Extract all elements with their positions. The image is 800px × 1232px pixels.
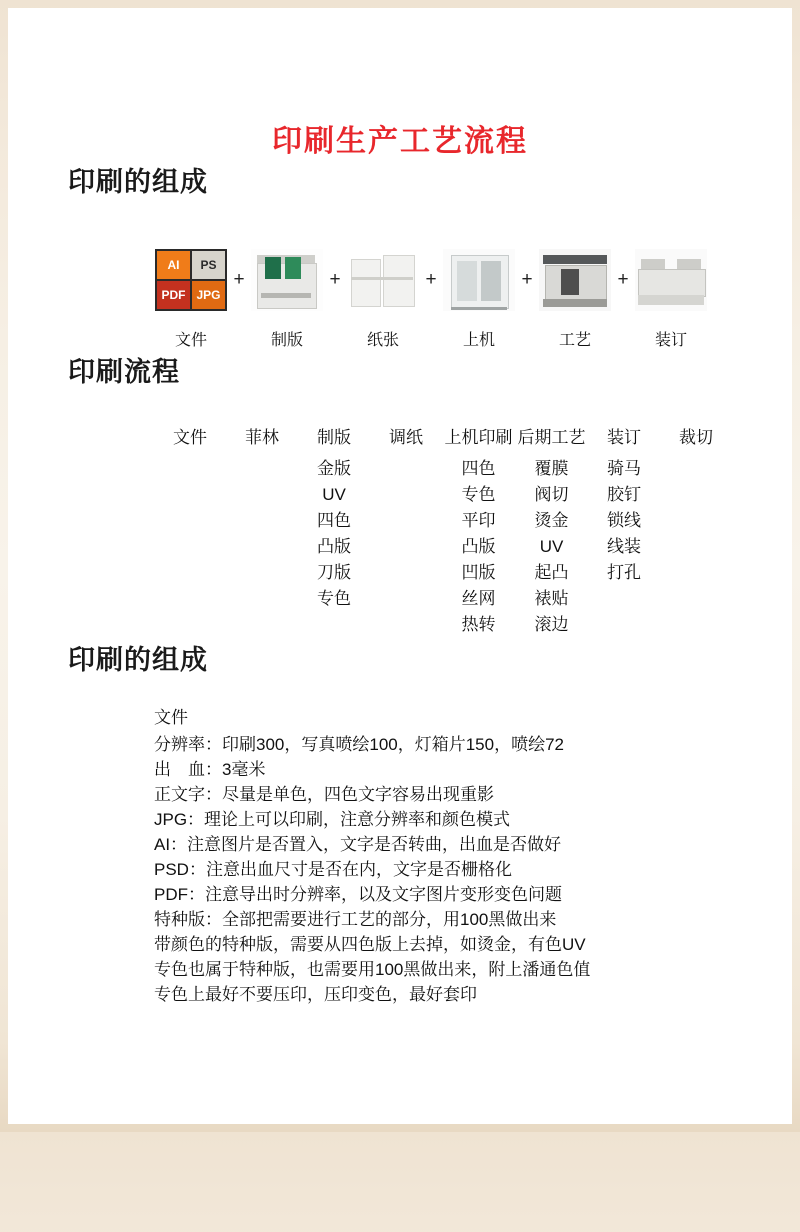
composition-item-process xyxy=(538,249,612,350)
flow-cell: 平印 xyxy=(461,511,496,530)
document-page xyxy=(8,8,792,1124)
plus-sign: + xyxy=(521,269,533,290)
flow-cell: 热转 xyxy=(461,615,496,634)
flow-cell: 线装 xyxy=(607,537,641,556)
flow-cell: UV xyxy=(322,485,346,504)
detail-line: PSD：注意出血尺寸是否在内，文字是否栅格化 xyxy=(154,860,512,879)
flow-cell: 打孔 xyxy=(607,563,641,582)
flow-cell: 丝网 xyxy=(461,589,496,608)
detail-line: JPG：理论上可以印刷，注意分辨率和颜色模式 xyxy=(154,810,511,829)
detail-line: 分辨率：印刷300，写真喷绘100，灯箱片150，喷绘72 xyxy=(154,735,564,754)
flow-cell: 刀版 xyxy=(317,563,351,582)
file-formats-icon xyxy=(155,249,227,311)
composition-label: 装订 xyxy=(654,332,687,349)
flow-column-film xyxy=(226,423,298,638)
composition-item-plate xyxy=(250,249,324,350)
flow-column-head: 制版 xyxy=(317,428,351,447)
composition-label: 纸张 xyxy=(366,332,399,349)
flow-table xyxy=(154,423,732,638)
tile-ps: PS xyxy=(192,251,225,279)
flow-column-cutting xyxy=(660,423,732,638)
flow-cell: 滚边 xyxy=(534,615,569,634)
flow-column-binding xyxy=(588,423,660,638)
paper-stack-icon xyxy=(347,249,419,311)
flow-column-head: 后期工艺 xyxy=(517,428,586,447)
flow-cell: 覆膜 xyxy=(534,459,569,478)
press-cabinet-icon xyxy=(443,249,515,311)
plus-sign: + xyxy=(329,269,341,290)
flow-cell: 胶钉 xyxy=(607,485,641,504)
binding-line-icon xyxy=(635,249,707,311)
flow-cell: 烫金 xyxy=(534,511,569,530)
composition-label: 工艺 xyxy=(558,332,591,349)
platemaking-machine-icon xyxy=(251,249,323,311)
section-title-detail: 印刷的组成 xyxy=(68,645,208,675)
composition-item-press xyxy=(442,249,516,350)
composition-label: 制版 xyxy=(270,332,303,349)
flow-cell: 专色 xyxy=(461,485,496,504)
flow-column-paper-adjust xyxy=(370,423,442,638)
flow-column-head: 上机印刷 xyxy=(444,428,513,447)
flow-cell: 锁线 xyxy=(607,511,641,530)
detail-line: AI：注意图片是否置入，文字是否转曲，出血是否做好 xyxy=(154,835,562,854)
flow-cell: 凸版 xyxy=(461,537,496,556)
flow-column-head: 文件 xyxy=(173,428,207,447)
detail-line: 特种版：全部把需要进行工艺的部分，用100黑做出来 xyxy=(154,910,557,929)
detail-line: 正文字：尽量是单色，四色文字容易出现重影 xyxy=(154,785,494,804)
section-title-composition: 印刷的组成 xyxy=(68,167,208,197)
flow-column-printing xyxy=(442,423,515,638)
detail-line: 出 血：3毫米 xyxy=(154,760,266,779)
flow-cell: UV xyxy=(539,537,564,556)
detail-block xyxy=(154,703,732,1007)
composition-item-file xyxy=(154,249,228,350)
composition-label: 文件 xyxy=(174,332,207,349)
plus-sign: + xyxy=(617,269,629,290)
detail-subtitle: 文件 xyxy=(154,708,188,727)
flow-cell: 专色 xyxy=(317,589,351,608)
detail-line: 专色上最好不要压印，压印变色，最好套印 xyxy=(154,985,477,1004)
tile-pdf: PDF xyxy=(157,281,190,309)
composition-row xyxy=(154,249,732,350)
flow-cell: 四色 xyxy=(461,459,496,478)
flow-cell: 起凸 xyxy=(534,563,569,582)
flow-column-head: 调纸 xyxy=(389,428,423,447)
flow-column-head: 裁切 xyxy=(679,428,713,447)
flow-cell: 金版 xyxy=(317,459,351,478)
flow-column-head: 菲林 xyxy=(245,428,279,447)
flow-cell: 凹版 xyxy=(461,563,496,582)
flow-cell: 凸版 xyxy=(317,537,351,556)
section-title-flow: 印刷流程 xyxy=(68,357,180,387)
flow-cell: 裱贴 xyxy=(534,589,569,608)
flow-column-file xyxy=(154,423,226,638)
detail-line: 专色也属于特种版，也需要用100黑做出来，附上潘通色值 xyxy=(154,960,591,979)
flow-cell: 四色 xyxy=(317,511,351,530)
tile-jpg: JPG xyxy=(192,281,225,309)
detail-line: PDF：注意导出时分辨率，以及文字图片变形变色问题 xyxy=(154,885,562,904)
plus-sign: + xyxy=(425,269,437,290)
offset-press-icon xyxy=(539,249,611,311)
tile-ai: AI xyxy=(157,251,190,279)
flow-cell: 骑马 xyxy=(607,459,641,478)
page-inner xyxy=(8,116,792,1232)
flow-column-head: 装订 xyxy=(607,428,641,447)
page-title: 印刷生产工艺流程 xyxy=(272,125,528,158)
flow-cell: 阀切 xyxy=(534,485,569,504)
composition-item-paper xyxy=(346,249,420,350)
flow-column-postpress xyxy=(515,423,588,638)
composition-label: 上机 xyxy=(462,332,495,349)
composition-item-binding xyxy=(634,249,708,350)
plus-sign: + xyxy=(233,269,245,290)
detail-line: 带颜色的特种版，需要从四色版上去掉，如烫金，有色UV xyxy=(154,935,586,954)
flow-column-plate xyxy=(298,423,370,638)
